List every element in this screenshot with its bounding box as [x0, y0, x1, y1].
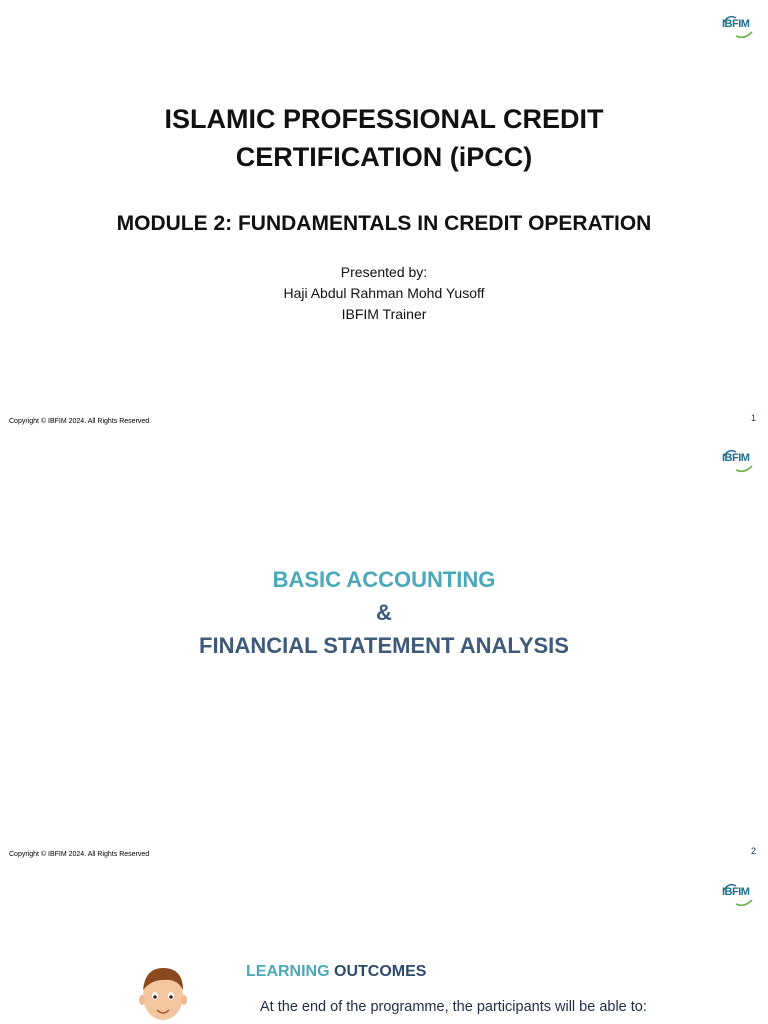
- module-title: MODULE 2: FUNDAMENTALS IN CREDIT OPERATION: [116, 212, 652, 235]
- copyright-footer: Copyright © IBFIM 2024. All Rights Reserved: [9, 418, 150, 425]
- course-title: [0, 100, 768, 176]
- logo-text: IBFIM: [722, 452, 750, 464]
- ibfim-logo: [720, 12, 754, 40]
- section-title-ampersand: &: [376, 600, 392, 625]
- slide-1: [0, 0, 768, 434]
- heading-part-2: OUTCOMES: [334, 963, 427, 980]
- logo-text: IBFIM: [722, 18, 750, 30]
- presenter-role: IBFIM Trainer: [341, 306, 427, 322]
- presenter-name: Haji Abdul Rahman Mohd Yusoff: [283, 285, 485, 301]
- heading-part-1: LEARNING: [246, 963, 330, 980]
- cartoon-man-icon: [133, 962, 193, 1024]
- learning-outcomes-intro: At the end of the programme, the participants will be able to:: [260, 999, 647, 1015]
- ibfim-logo: [720, 446, 754, 474]
- presenter-block: [0, 262, 768, 325]
- page-number: 2: [750, 846, 756, 856]
- section-title-line-1: BASIC ACCOUNTING: [272, 567, 496, 592]
- course-title-line-2: CERTIFICATION (iPCC): [235, 142, 533, 172]
- copyright-footer: Copyright © IBFIM 2024. All Rights Reserved: [9, 851, 150, 858]
- ibfim-logo: [720, 880, 754, 908]
- logo-text: IBFIM: [722, 886, 750, 898]
- section-title-line-2: FINANCIAL STATEMENT ANALYSIS: [199, 633, 569, 658]
- course-title-line-1: ISLAMIC PROFESSIONAL CREDIT: [164, 104, 604, 134]
- presenter-label: Presented by:: [340, 264, 428, 280]
- learning-outcomes-heading: [246, 963, 426, 981]
- page-number: 1: [750, 413, 756, 423]
